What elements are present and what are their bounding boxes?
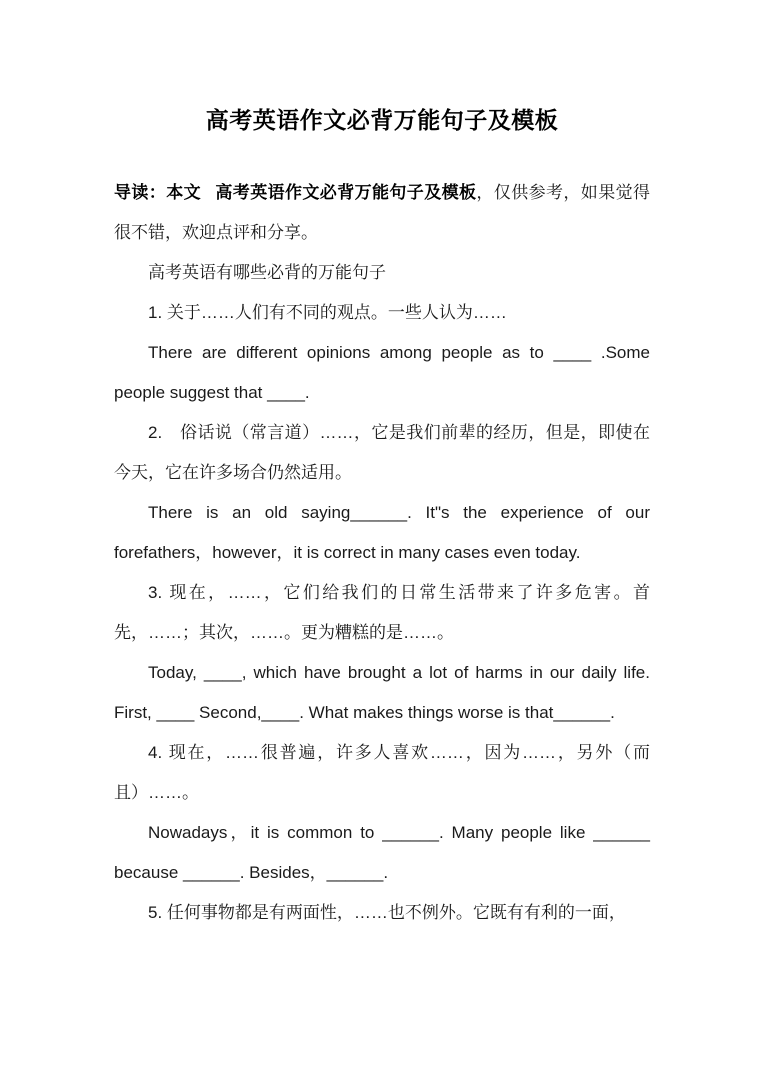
intro-lead-rest: ，仅供参考，如果觉得很不错，欢迎点评和分享。 [114,183,651,242]
document-content [114,0,650,933]
item-1-english: There are different opinions among people as to ____ .Some people suggest that ____. [114,343,650,402]
item-3-english: Today, ____, which have brought a lot of harms in our daily life. First, ____ Second,____. What makes things worse is that______. [114,663,650,722]
intro-paragraph [114,137,650,253]
intro-lead-label: 导读：本文 [114,183,201,202]
item-4-english: Nowadays，it is common to ______. Many people like ______ because ______. Besides，______. [114,823,650,882]
item-2-english: There is an old saying______. It"s the experience of our forefathers，however，it is correct in many cases even today. [114,503,650,562]
intro-lead-title: 高考英语作文必背万能句子及模板 [215,183,477,202]
section-heading: 高考英语有哪些必背的万能句子 [148,263,386,282]
item-5-chinese: 5. 任何事物都是有两面性，……也不例外。它既有有利的一面， [148,903,626,922]
item-2-chinese: 2. 俗话说（常言道）……，它是我们前辈的经历，但是，即使在今天，它在许多场合仍然适用。 [114,423,650,482]
item-4-chinese: 4. 现在，……很普遍，许多人喜欢……，因为……，另外（而且）……。 [114,743,650,802]
item-1-chinese: 1. 关于……人们有不同的观点。一些人认为…… [148,303,507,322]
page-title: 高考英语作文必背万能句子及模板 [205,107,559,133]
item-3-chinese: 3. 现在，……，它们给我们的日常生活带来了许多危害。首先，……；其次，……。更为糟糕的是……。 [114,583,650,642]
